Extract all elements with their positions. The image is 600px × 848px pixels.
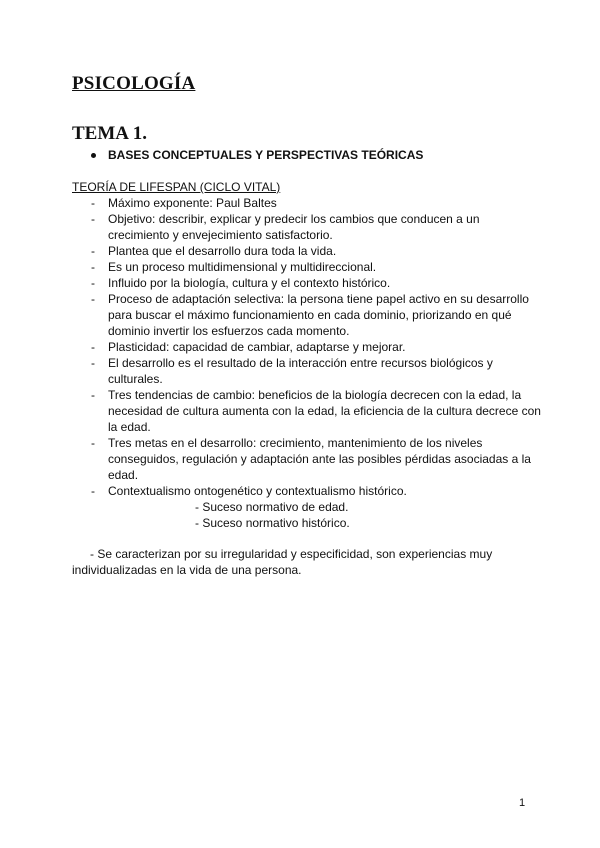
list-item-text: Máximo exponente: Paul Baltes: [108, 196, 277, 210]
list-item: [72, 259, 542, 275]
list-item-text: El desarrollo es el resultado de la interacción entre recursos biológicos y culturales.: [108, 356, 493, 386]
list-item-text: Objetivo: describir, explicar y predecir los cambios que conducen a un crecimiento y envejecimiento satisfactorio.: [108, 212, 480, 242]
dash-marker: -: [91, 484, 95, 498]
document-title: PSICOLOGÍA: [72, 73, 196, 94]
list-item-text: Tres tendencias de cambio: beneficios de la biología decrecen con la edad, la necesidad de cultura aumenta con la edad, la eficiencia de la cultura decrece con la edad.: [108, 388, 541, 434]
section-title: TEORÍA DE LIFESPAN (CICLO VITAL): [72, 180, 281, 194]
list-item-text: Influido por la biología, cultura y el contexto histórico.: [108, 276, 391, 290]
list-item: [72, 483, 542, 531]
sub-list-item: - Suceso normativo histórico.: [195, 516, 350, 530]
dash-marker: -: [91, 244, 95, 258]
body-paragraph: - Se caracterizan por su irregularidad y especificidad, son experiencias muy individualizadas en la vida de una persona.: [72, 547, 493, 577]
page-number: 1: [519, 797, 526, 809]
dash-marker: -: [91, 212, 95, 226]
list-item: [72, 387, 542, 435]
dash-marker: -: [91, 196, 95, 210]
dash-marker: -: [91, 388, 95, 402]
list-item-text: Proceso de adaptación selectiva: la persona tiene papel activo en su desarrollo para buscar el máximo funcionamiento en cada dominio, priorizando en qué dominio invertir los esfuerzos cada momento.: [108, 292, 529, 338]
dash-marker: -: [91, 292, 95, 306]
chapter-subtitle-text: BASES CONCEPTUALES Y PERSPECTIVAS TEÓRICAS: [108, 148, 424, 162]
dash-marker: -: [91, 436, 95, 450]
dash-marker: -: [91, 260, 95, 274]
list-item: [72, 339, 542, 355]
list-item-text: Es un proceso multidimensional y multidireccional.: [108, 260, 377, 274]
list-item: [72, 195, 542, 211]
chapter-subtitle: [91, 148, 423, 162]
dash-marker: -: [91, 356, 95, 370]
list-item: [72, 211, 542, 243]
sub-list-item: - Suceso normativo de edad.: [195, 500, 349, 514]
list-item: [72, 435, 542, 483]
list-item: [72, 243, 542, 259]
dash-marker: -: [91, 340, 95, 354]
sub-list: [108, 499, 542, 531]
dash-marker: -: [91, 276, 95, 290]
list-item: [72, 275, 542, 291]
lifespan-list: [72, 195, 542, 531]
bullet-icon: [91, 153, 96, 158]
list-item-text: Plantea que el desarrollo dura toda la vida.: [108, 244, 337, 258]
list-item: [72, 355, 542, 387]
list-item: [72, 291, 542, 339]
list-item-text: Tres metas en el desarrollo: crecimiento, mantenimiento de los niveles conseguidos, regulación y adaptación ante las posibles pérdidas asociadas a la edad.: [108, 436, 531, 482]
chapter-heading: TEMA 1.: [72, 123, 147, 144]
list-item-text: Plasticidad: capacidad de cambiar, adaptarse y mejorar.: [108, 340, 406, 354]
list-item-text: Contextualismo ontogenético y contextualismo histórico.: [108, 484, 407, 498]
